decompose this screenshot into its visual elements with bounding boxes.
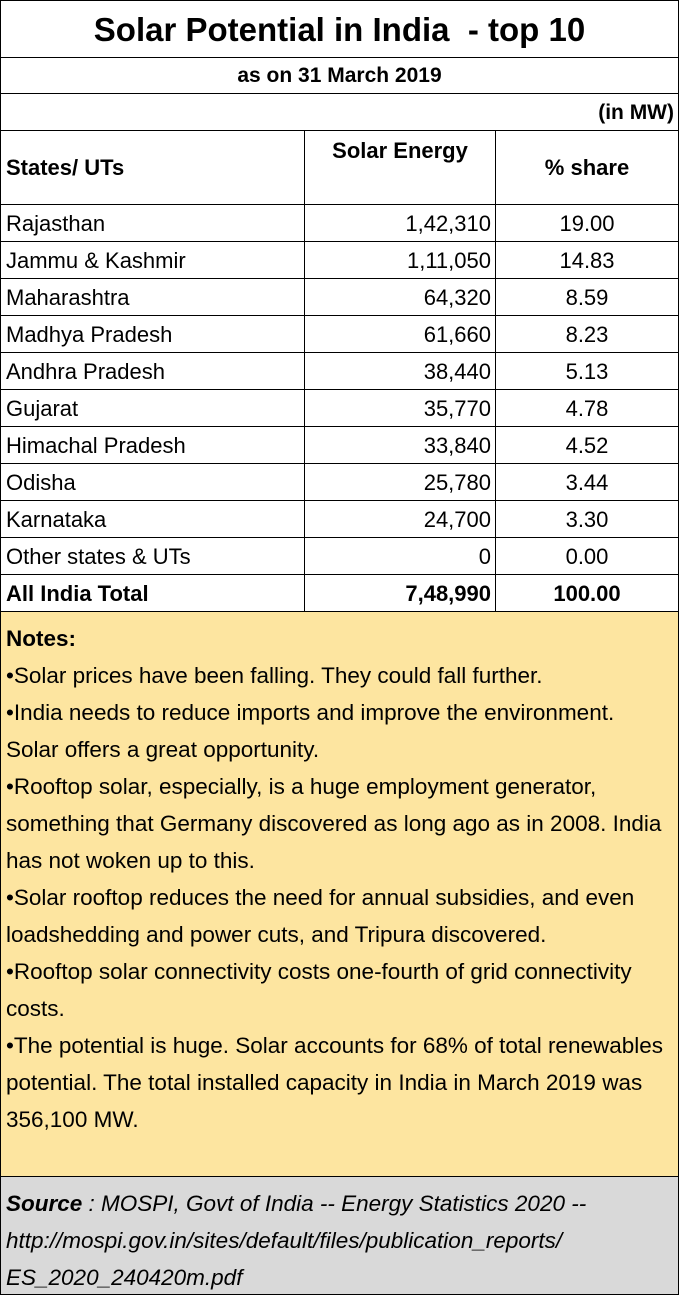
total-share: 100.00	[553, 581, 621, 606]
table-row	[1, 205, 678, 242]
share-cell: 3.44	[565, 470, 609, 495]
table-header	[1, 131, 678, 205]
energy-cell: 1,11,050	[305, 242, 496, 278]
column-header-share: % share	[544, 155, 630, 180]
column-header-energy: Solar Energy	[305, 131, 496, 204]
energy-cell: 24,700	[305, 501, 496, 537]
energy-cell: 0	[305, 538, 496, 574]
note-item: •Solar prices have been falling. They could fall further.	[6, 663, 543, 688]
share-cell: 8.23	[565, 322, 609, 347]
table-row	[1, 353, 678, 390]
table-row	[1, 464, 678, 501]
source-label: Source	[6, 1191, 83, 1216]
column-header-state: States/ UTs	[1, 131, 305, 204]
table-row	[1, 316, 678, 353]
energy-cell: 35,770	[305, 390, 496, 426]
share-cell: 4.52	[565, 433, 609, 458]
table-row	[1, 242, 678, 279]
source-text: : MOSPI, Govt of India -- Energy Statistics 2020 -- http://mospi.gov.in/sites/default/files/publication_reports/ ES_2020_240420m.pdf	[6, 1191, 587, 1290]
state-cell: Gujarat	[1, 390, 305, 426]
energy-cell: 61,660	[305, 316, 496, 352]
energy-cell: 25,780	[305, 464, 496, 500]
state-cell: Rajasthan	[1, 205, 305, 241]
share-cell: 5.13	[565, 359, 609, 384]
note-item: •Solar rooftop reduces the need for annual subsidies, and even loadshedding and power cuts, and Tripura discovered.	[6, 885, 635, 947]
unit-label: (in MW)	[1, 94, 678, 131]
state-cell: Himachal Pradesh	[1, 427, 305, 463]
state-cell: Jammu & Kashmir	[1, 242, 305, 278]
share-cell: 19.00	[559, 211, 615, 236]
page-title: Solar Potential in India - top 10	[1, 1, 678, 58]
table-row	[1, 279, 678, 316]
notes-heading: Notes:	[6, 626, 77, 651]
total-label: All India Total	[1, 575, 305, 611]
state-cell: Andhra Pradesh	[1, 353, 305, 389]
table-row	[1, 427, 678, 464]
total-energy: 7,48,990	[305, 575, 496, 611]
energy-cell: 64,320	[305, 279, 496, 315]
note-item: •The potential is huge. Solar accounts for 68% of total renewables potential. The total installed capacity in India in March 2019 was 356,100 MW.	[6, 1033, 664, 1132]
share-cell: 8.59	[565, 285, 609, 310]
share-cell: 14.83	[559, 248, 615, 273]
note-item: •India needs to reduce imports and improve the environment. Solar offers a great opportunity.	[6, 700, 615, 762]
note-item: •Rooftop solar connectivity costs one-fourth of grid connectivity costs.	[6, 959, 632, 1021]
energy-cell: 33,840	[305, 427, 496, 463]
table-row	[1, 501, 678, 538]
table-row	[1, 538, 678, 575]
notes-section	[1, 612, 678, 1177]
share-cell: 0.00	[565, 544, 609, 569]
energy-cell: 1,42,310	[305, 205, 496, 241]
table-row	[1, 390, 678, 427]
share-cell: 3.30	[565, 507, 609, 532]
energy-cell: 38,440	[305, 353, 496, 389]
source-section	[1, 1177, 678, 1294]
state-cell: Maharashtra	[1, 279, 305, 315]
page-subtitle: as on 31 March 2019	[1, 58, 678, 94]
state-cell: Other states & UTs	[1, 538, 305, 574]
state-cell: Madhya Pradesh	[1, 316, 305, 352]
total-row	[1, 575, 678, 612]
state-cell: Odisha	[1, 464, 305, 500]
share-cell: 4.78	[565, 396, 609, 421]
state-cell: Karnataka	[1, 501, 305, 537]
note-item: •Rooftop solar, especially, is a huge employment generator, something that Germany discovered as long ago as in 2008. India has not woken up to this.	[6, 774, 662, 873]
